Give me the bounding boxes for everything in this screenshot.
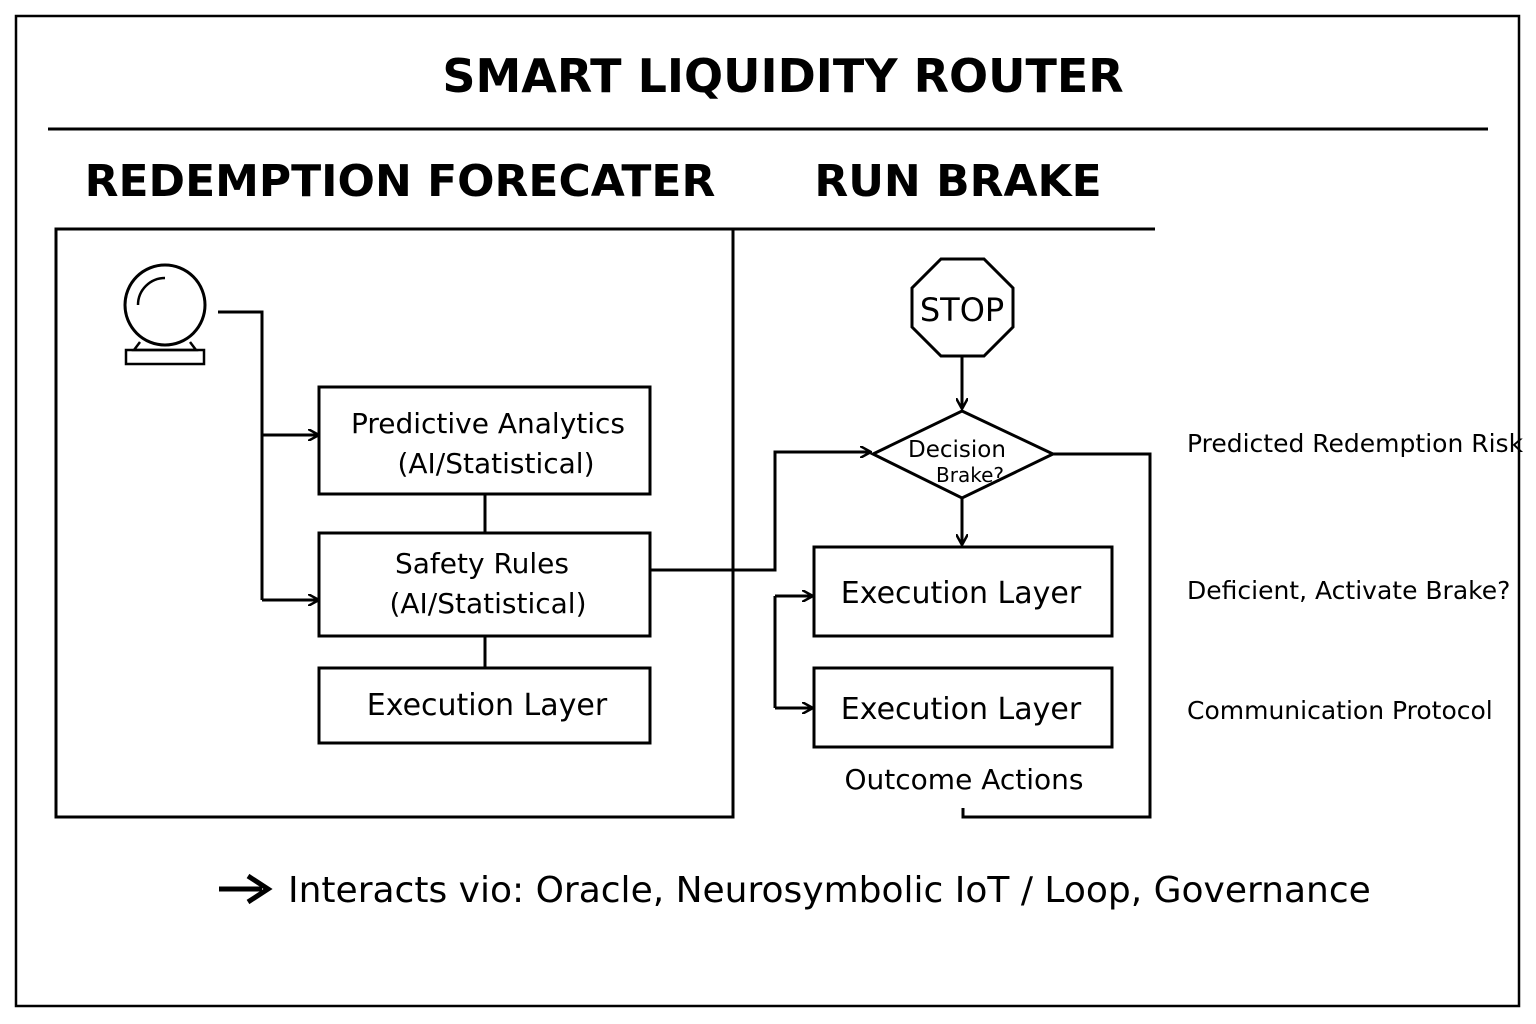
execution-layer-right-2-label: Execution Layer xyxy=(840,692,1082,727)
decision-brake-diamond[interactable] xyxy=(873,411,1053,498)
execution-layer-right-1-label: Execution Layer xyxy=(840,576,1082,611)
right-arrow-icon xyxy=(219,876,268,902)
side-label-predicted-risk: Predicted Redemption Risk xyxy=(1187,429,1524,458)
execution-layer-box-left[interactable] xyxy=(319,668,650,743)
side-label-communication: Communication Protocol xyxy=(1187,696,1493,725)
section-title-forecaster: REDEMPTION FORECATER xyxy=(84,156,716,207)
execution-layer-left-label: Execution Layer xyxy=(366,688,608,723)
safety-rules-sublabel: (AI/Statistical) xyxy=(389,587,587,620)
connector-ball-to-boxes xyxy=(218,312,262,600)
predictive-analytics-label: Predictive Analytics xyxy=(350,407,626,440)
stop-sign-icon[interactable] xyxy=(912,259,1013,356)
footer-interactions-text: Interacts vio: Oracle, Neurosymbolic IoT / Loop, Governance xyxy=(288,870,1371,911)
decision-sublabel: Brake? xyxy=(936,463,1004,487)
stop-label: STOP xyxy=(919,291,1005,329)
predictive-analytics-box[interactable] xyxy=(319,387,650,494)
execution-layer-box-right-2[interactable] xyxy=(814,668,1112,747)
section-title-run-brake: RUN BRAKE xyxy=(814,156,1102,207)
safety-rules-box[interactable] xyxy=(319,533,650,636)
execution-layer-box-right-1[interactable] xyxy=(814,547,1112,636)
predictive-analytics-sublabel: (AI/Statistical) xyxy=(397,447,595,480)
side-label-activate-brake: Deficient, Activate Brake? xyxy=(1187,576,1511,605)
safety-rules-label: Safety Rules xyxy=(394,547,570,580)
page-title: SMART LIQUIDITY ROUTER xyxy=(442,49,1124,103)
crystal-ball-icon xyxy=(125,265,205,364)
outcome-actions-label: Outcome Actions xyxy=(844,763,1084,796)
decision-label: Decision xyxy=(908,437,1006,463)
